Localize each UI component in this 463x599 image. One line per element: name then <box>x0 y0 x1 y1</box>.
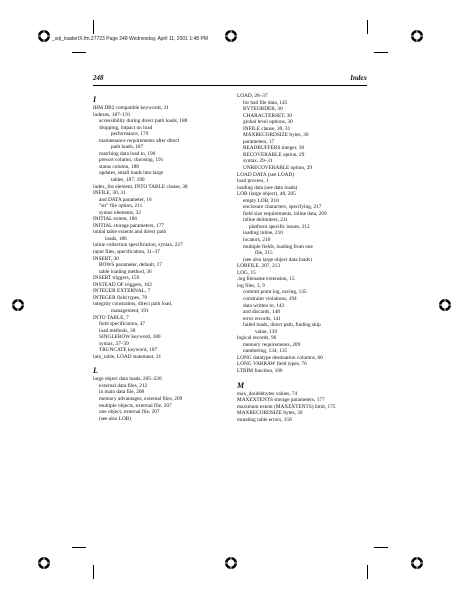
crop-mark <box>72 547 86 548</box>
index-entry: INSERT, 30 <box>93 255 119 262</box>
index-entry: LOAD, 28–37 <box>237 93 268 99</box>
index-subentry: commit point log, saving, 135 <box>243 289 307 296</box>
running-header <box>93 74 367 84</box>
index-entry: mutating table errors, 158 <box>237 416 292 423</box>
index-subentry: for bad file data, 145 <box>243 99 288 106</box>
registration-mark-icon <box>410 556 424 570</box>
index-entry: INTO TABLE, 7 <box>93 314 129 321</box>
index-entry: MAXRECORDSIZE bytes, 30 <box>237 410 303 417</box>
index-entry: IBM DB2 compatible keywords, 31 <box>93 105 170 111</box>
index-subentry: failed loads, direct path, finding skip <box>243 322 321 329</box>
index-entry: INTEGER field types, 70 <box>93 294 148 301</box>
index-subentry: platform specific issues, 212 <box>249 223 310 230</box>
index-subentry: accessibility during direct path loads, 188 <box>99 118 188 125</box>
crop-mark <box>93 20 94 34</box>
index-subentry: constraint violations, 194 <box>243 295 297 302</box>
crop-mark <box>374 547 388 548</box>
index-subentry: empty LOB, 210 <box>243 197 279 204</box>
index-subentry: MAXRECORDSIZE bytes, 30 <box>243 132 309 139</box>
index-entry: into_table, LOAD statement, 31 <box>93 353 162 360</box>
index-subentry: numbering, 134, 135 <box>243 348 288 355</box>
index-subentry: performance, 179 <box>111 131 149 138</box>
index-entry: INSERT triggers, 159 <box>93 275 140 282</box>
registration-mark-icon <box>224 29 238 43</box>
index-entry: indexes, 187–191 <box>93 111 131 118</box>
index-subentry: locators, 210 <box>243 237 271 244</box>
registration-mark-icon <box>11 298 25 312</box>
index-subentry: maintenance requirements after direct <box>99 137 180 144</box>
index-subentry: external data files, 212 <box>99 382 148 389</box>
index-subentry: management, 191 <box>111 307 149 314</box>
index-subentry: data written to, 143 <box>243 302 285 309</box>
index-entry: LONG VARRAW field types, 76 <box>237 361 307 368</box>
index-subentry: presort column, choosing, 191 <box>99 157 164 164</box>
index-entry: input files, specification, 31–37 <box>93 249 160 256</box>
index-subentry: value, 139 <box>255 328 278 335</box>
index-subentry: tables, 187, 190 <box>111 177 145 184</box>
crop-mark <box>367 20 368 34</box>
index-subentry: RECOVERABLE option, 29 <box>243 151 305 158</box>
index-subentry: global level options, 30 <box>243 119 293 126</box>
index-entry: INSTEAD OF triggers, 162 <box>93 281 152 288</box>
index-entry: logical records, 96 <box>237 335 277 342</box>
index-entry: LOAD DATA (see LOAD) <box>237 171 295 178</box>
crop-mark <box>367 565 368 579</box>
registration-mark-icon <box>37 29 51 43</box>
index-subentry: INFILE clause, 30, 31 <box>243 125 291 132</box>
index-subentry: path loads, 187 <box>111 144 144 151</box>
page-title: Index <box>350 74 367 82</box>
index-subentry: dropping, impact on load <box>99 124 153 131</box>
index-entry: loading data (see data loads) <box>237 184 298 191</box>
index-subentry: BYTEORDER, 30 <box>243 106 283 113</box>
index-entry: LTRIM function, 106 <box>237 367 283 374</box>
index-subentry: "str" file option, 211 <box>99 203 143 210</box>
index-subentry: (see also LOB) <box>99 415 132 422</box>
index-subentry: CHARACTERSET, 30 <box>243 112 293 119</box>
index-subentry: ROWS parameter, default, 17 <box>99 262 162 269</box>
index-subentry: TRUNCATE keyword, 187 <box>99 347 158 354</box>
crop-mark <box>93 565 94 579</box>
index-subentry: matching data load to, 190 <box>99 150 156 157</box>
index-entry: .log filename extension, 15 <box>237 276 295 283</box>
printer-slug: _sql_loaderIX.fm.27723 Page 248 Wednesday, April 11, 2001 1:48 PM <box>52 36 208 42</box>
index-subentry: multiple objects, external file, 207 <box>99 402 172 409</box>
index-subentry: file, 215 <box>255 250 273 257</box>
index-subentry: syntax elements, 32 <box>99 209 141 216</box>
registration-mark-icon <box>224 556 238 570</box>
index-letter-heading: M <box>237 380 245 390</box>
index-column-left <box>93 93 230 422</box>
index-subentry: syntax, 29–31 <box>243 158 273 165</box>
crop-mark <box>374 52 388 53</box>
index-entry: load process, 1 <box>237 178 269 185</box>
index-entry: LONG datatype destination columns, 60 <box>237 354 323 361</box>
index-subentry: loads, 186 <box>105 235 127 242</box>
index-subentry: enclosure characters, specifying, 217 <box>243 204 322 211</box>
index-subentry: error records, 141 <box>243 315 281 322</box>
index-subentry: one object, external file, 207 <box>99 409 160 416</box>
registration-mark-icon <box>438 298 452 312</box>
index-subentry: loading inline, 210 <box>243 230 283 237</box>
index-entry: INITIAL extent, 186 <box>93 216 138 223</box>
index-entry: large object data loads, 205–220 <box>93 376 162 383</box>
index-subentry: status column, 188 <box>99 163 139 170</box>
index-letter-heading: I <box>93 95 97 104</box>
index-entry: MAXEXTENTS storage parameters, 177 <box>237 397 325 404</box>
index-entry: INITIAL storage parameters, 177 <box>93 222 164 229</box>
index-subentry: and discards, 148 <box>243 309 280 316</box>
index-subentry: SINGLEROW keyword, 180 <box>99 334 161 341</box>
index-subentry: READBUFFERS integer, 30 <box>243 145 305 152</box>
index-subentry: updates, small loads into large <box>99 170 164 177</box>
index-subentry: table loading method, 36 <box>99 268 152 275</box>
crop-mark <box>72 52 86 53</box>
index-entry: LOG, 15 <box>237 269 256 276</box>
index-entry: max_doublebytes values, 74 <box>237 390 298 397</box>
index-subentry: field specification, 47 <box>99 321 146 328</box>
index-subentry: syntax, 37–39 <box>99 340 129 347</box>
index-subentry: (see also large object data loads) <box>243 256 312 263</box>
registration-mark-icon <box>410 29 424 43</box>
header-rule <box>93 85 367 86</box>
index-subentry: field size requirements, inline data, 209 <box>243 210 327 217</box>
index-entry: LOB (large object), 48, 205 <box>237 191 296 198</box>
index-letter-heading: L <box>93 366 98 376</box>
page-number: 248 <box>93 74 104 82</box>
index-subentry: parameters, 17 <box>243 138 275 145</box>
index-subentry: and DATA parameter, 16 <box>99 196 152 203</box>
index-subentry: load methods, 38 <box>99 327 136 334</box>
index-entry: INFILE, 30, 31 <box>93 190 126 197</box>
registration-mark-icon <box>37 556 51 570</box>
index-entry: initial table extents and direct path <box>93 229 167 236</box>
index-entry: inline collection specification, syntax, 227 <box>93 242 183 249</box>
index-entry: integrity constraints, direct path load, <box>93 301 173 308</box>
index-column-right <box>237 93 374 423</box>
index-subentry: multiple fields, loading from one <box>243 243 313 250</box>
index-entry: INTEGER EXTERNAL, 7 <box>93 288 151 295</box>
index-subentry: inline delimiters, 211 <box>243 217 288 224</box>
index-subentry: memory requirements, 209 <box>243 341 301 348</box>
index-subentry: in main data file, 208 <box>99 389 145 396</box>
index-subentry: UNRECOVERABLE option, 29 <box>243 165 313 172</box>
index-entry: log files, 3, 9 <box>237 282 265 289</box>
index-entry: LOBFILE, 207, 213 <box>237 263 280 270</box>
index-entry: maximum extent (MAXEXTENTS) limit, 175 <box>237 403 336 410</box>
index-entry: index_list element, INTO TABLE clause, 38 <box>93 183 188 190</box>
index-subentry: memory advantages, external files, 209 <box>99 395 183 402</box>
